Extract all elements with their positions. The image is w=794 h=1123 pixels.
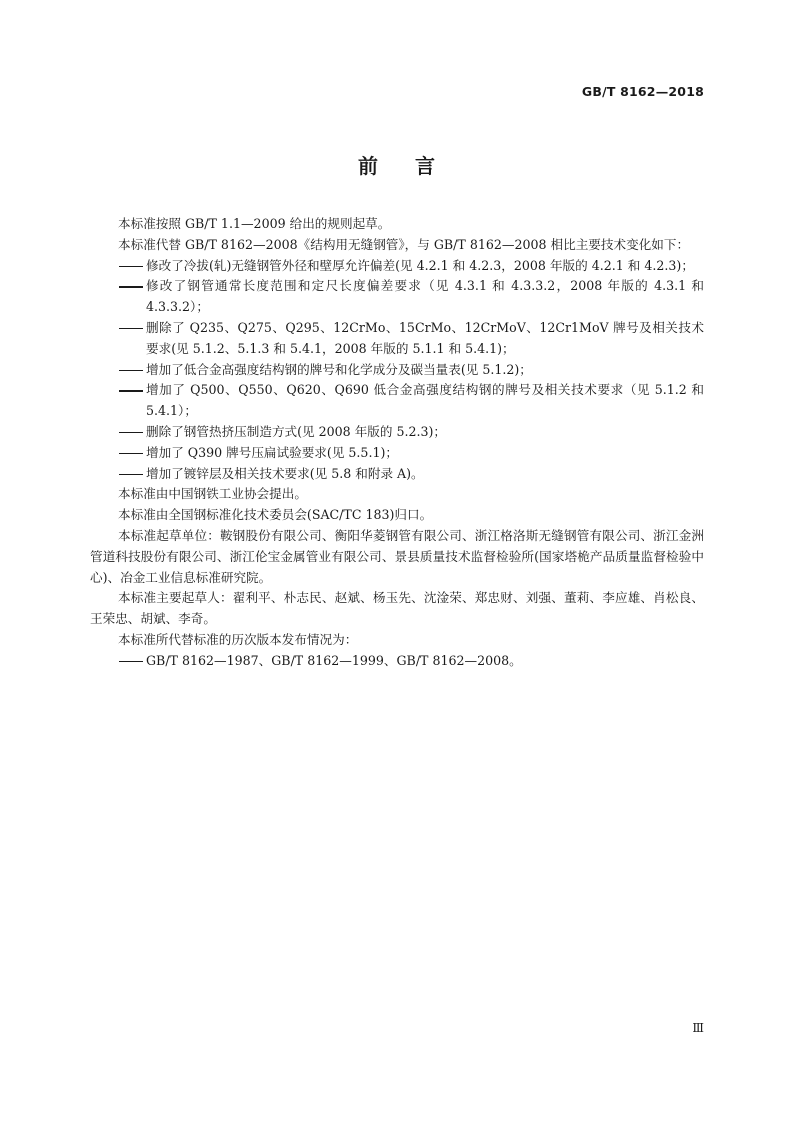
paragraph-history-intro: 本标准所代替标准的历次版本发布情况为： <box>118 631 358 647</box>
paragraph-drafters: 本标准主要起草人：翟利平、朴志民、赵斌、杨玉先、沈淦荣、郑忠财、刘强、董莉、李应雄、肖松良、王荣忠、胡斌、李奇。 <box>90 590 704 627</box>
change-item: 删除了钢管热挤压制造方式(见 2008 年版的 5.2.3)； <box>146 423 447 439</box>
change-item: 删除了 Q235、Q275、Q295、12CrMo、15CrMo、12CrMoV、12Cr1MoV 牌号及相关技术要求(见 5.1.2、5.1.3 和 5.4.1，2008 年版的 5.1.1 和 5.4.1)； <box>146 319 704 356</box>
standard-code: GB/T 8162—2018 <box>581 84 704 99</box>
paragraph-centralized-by: 本标准由全国钢标准化技术委员会(SAC/TC 183)归口。 <box>118 507 433 523</box>
change-item: 修改了冷拔(轧)无缝钢管外径和壁厚允许偏差(见 4.2.1 和 4.2.3，2008 年版的 4.2.1 和 4.2.3)； <box>146 257 694 273</box>
change-item: 增加了 Q500、Q550、Q620、Q690 低合金高强度结构钢的牌号及相关技术要求（见 5.1.2 和 5.4.1）； <box>146 382 704 419</box>
change-item: 增加了镀锌层及相关技术要求(见 5.8 和附录 A)。 <box>146 465 424 481</box>
paragraph-replaces: 本标准代替 GB/T 8162—2008《结构用无缝钢管》，与 GB/T 8162—2008 相比主要技术变化如下： <box>118 236 690 252</box>
paragraph-proposed-by: 本标准由中国钢铁工业协会提出。 <box>118 486 307 502</box>
page-title <box>0 150 794 179</box>
document-body <box>90 214 704 672</box>
change-item: 增加了 Q390 牌号压扁试验要求(见 5.5.1)； <box>146 444 398 460</box>
page-number: Ⅲ <box>692 1021 704 1035</box>
history-item: GB/T 8162—1987、GB/T 8162—1999、GB/T 8162—2008。 <box>146 652 522 668</box>
title-part-2: 言 <box>415 154 436 178</box>
change-item: 增加了低合金高强度结构钢的牌号和化学成分及碳当量表(见 5.1.2)； <box>146 361 532 377</box>
paragraph-drafting-units: 本标准起草单位：鞍钢股份有限公司、衡阳华菱钢管有限公司、浙江格洛斯无缝钢管有限公司、浙江金洲管道科技股份有限公司、浙江伦宝金属管业有限公司、景县质量技术监督检验所(国家塔桅产品质量监督检验中心)、冶金工业信息标准研究院。 <box>90 527 704 585</box>
change-item: 修改了钢管通常长度范围和定尺长度偏差要求（见 4.3.1 和 4.3.3.2，2008 年版的 4.3.1 和 4.3.3.2）； <box>146 278 704 315</box>
paragraph-drafting-rules: 本标准按照 GB/T 1.1—2009 给出的规则起草。 <box>118 216 391 231</box>
title-part-1: 前 <box>358 154 379 178</box>
